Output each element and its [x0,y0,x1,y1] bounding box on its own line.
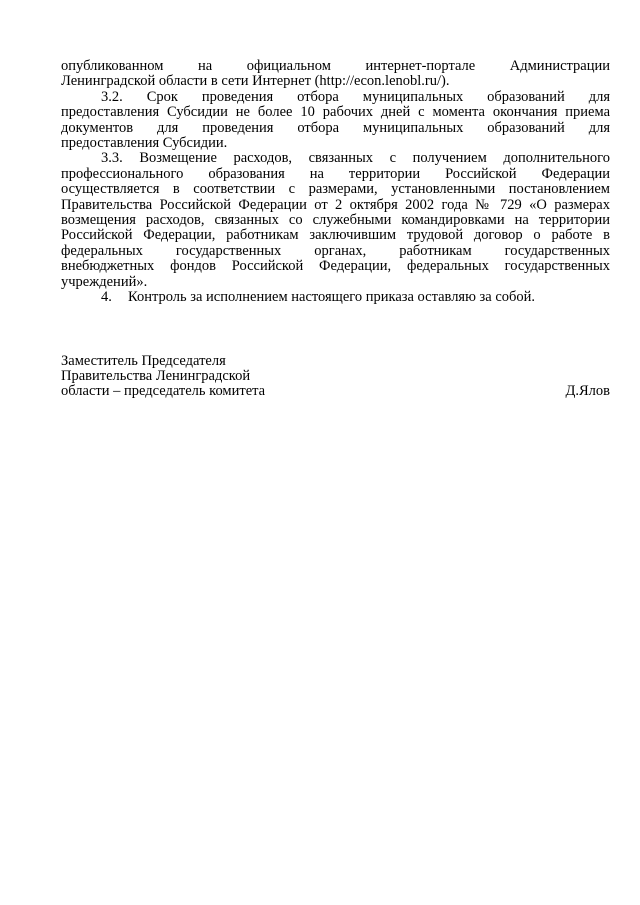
document-body [61,59,610,400]
signatory-name: Д.Ялов [565,383,610,400]
text-line: документов для проведения отбора муниципальных образований для [61,119,610,136]
text-line: федеральных государственных органах, работникам государственных [61,242,610,259]
text-line: учреждений». [61,273,148,290]
signatory-title-line: области – председатель комитета [61,383,266,400]
text-line: Ленинградской области в сети Интернет (http://econ.lenobl.ru/). [61,73,450,90]
text-line: осуществляется в соответствии с размерами, установленными постановлением [61,181,610,198]
text-line: 3.3. Возмещение расходов, связанных с получением дополнительного [101,150,610,167]
signatory-title-line: Правительства Ленинградской [61,367,251,384]
text-line: предоставления Субсидии не более 10 рабочих дней с момента окончания приема [61,104,610,121]
text-line: Правительства Российской Федерации от 2 октября 2002 года № 729 «О размерах [61,196,610,213]
text-line: Российской Федерации, работникам заключившим трудовой договор о работе в [61,227,610,244]
text-line: опубликованном на официальном интернет-портале Администрации [61,58,610,74]
text-line: 3.2. Срок проведения отбора муниципальных образований для [101,88,610,105]
text-line: предоставления Субсидии. [61,135,228,152]
signature-block [61,354,610,400]
paragraph-3-2 [61,90,610,152]
continuation-paragraph [61,59,610,90]
text-line: возмещения расходов, связанных со служебными командировками на территории [61,212,610,229]
signatory-title-line: Заместитель Председателя [61,352,226,369]
paragraph-4 [61,290,610,305]
paragraph-4-text: Контроль за исполнением настоящего приказа оставляю за собой. [128,289,536,306]
paragraph-4-number: 4. [101,289,112,306]
text-line: профессионального образования на территории Российской Федерации [61,165,610,182]
paragraph-3-3 [61,151,610,290]
text-line: внебюджетных фондов Российской Федерации, федеральных государственных [61,258,610,275]
